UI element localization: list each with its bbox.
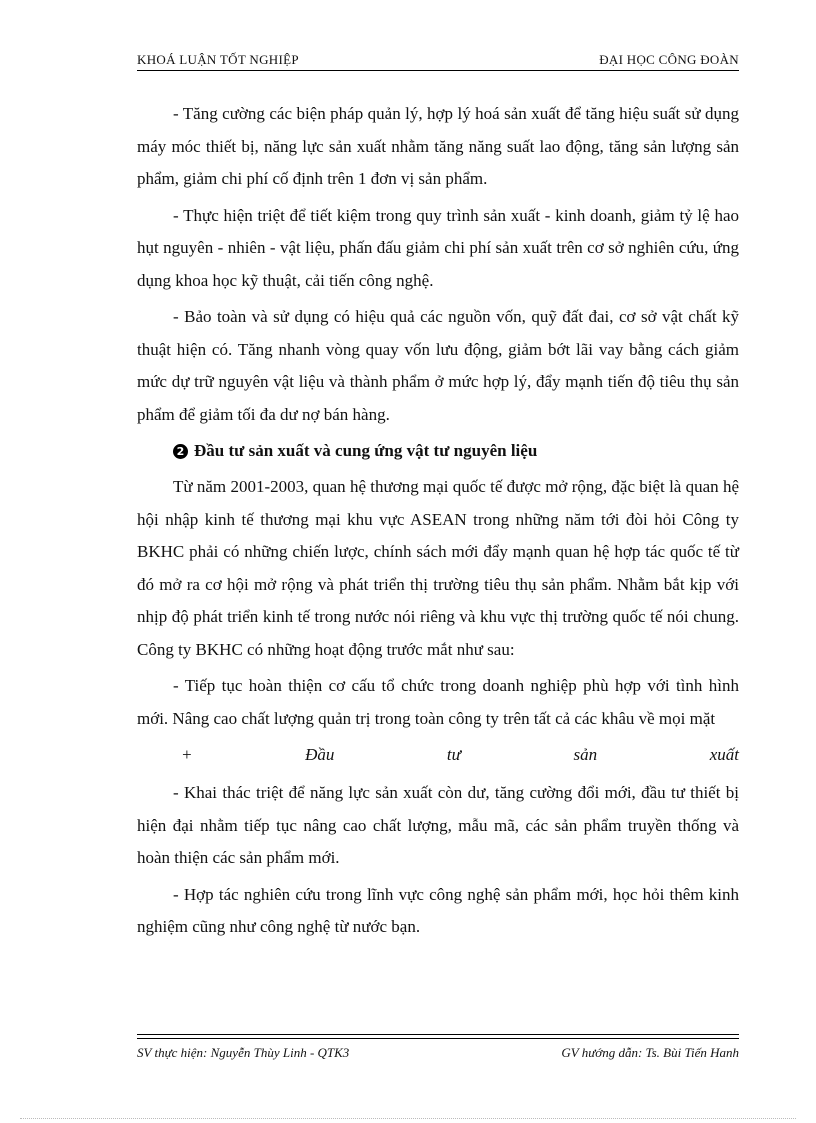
paragraph-3: - Bảo toàn và sử dụng có hiệu quả các nguồn vốn, quỹ đất đai, cơ sở vật chất kỹ thuật hiện có. Tăng nhanh vòng quay vốn lưu động, giảm bớt lãi vay bằng cách giảm mức dự trữ nguyên vật liệu và thành phẩm ở mức hợp lý, đẩy mạnh tiến độ tiêu thụ sản phẩm để giảm tối đa dư nợ bán hàng. (137, 307, 739, 424)
subheading-word: + (181, 745, 193, 764)
subheading-investment (137, 739, 739, 771)
paragraph-4: Từ năm 2001-2003, quan hệ thương mại quốc tế được mở rộng, đặc biệt là quan hệ hội nhập kinh tế thương mại khu vực ASEAN trong những năm tới đòi hỏi Công ty BKHC phải có những chiến lược, chính sách mới đẩy mạnh quan hệ hợp tác quốc tế từ đó mở ra cơ hội mở rộng và phát triển thị trường tiêu thụ sản phẩm. Nhằm bắt kịp với nhịp độ phát triển kinh tế trong nước nói riêng và khu vực thị trường quốc tế nói chung. Công ty BKHC có những hoạt động trước mắt như sau: (137, 477, 739, 659)
paragraph-6: - Khai thác triệt để năng lực sản xuất còn dư, tăng cường đổi mới, đầu tư thiết bị hiện đại nhằm tiếp tục nâng cao chất lượng, mẫu mã, các sản phẩm truyền thống và hoàn thiện các sản phẩm mới. (137, 783, 739, 867)
header-left-text: KHOÁ LUẬN TỐT NGHIỆP (137, 52, 299, 67)
footer-rule-top (137, 1034, 739, 1035)
subheading-word: tư (446, 745, 461, 764)
footer-rule-bottom (137, 1038, 739, 1039)
subheading-word: Đầu (305, 745, 335, 764)
numbered-circle-icon: 2 (173, 444, 188, 459)
subheading-word: sản (573, 745, 598, 764)
paragraph-2: - Thực hiện triệt để tiết kiệm trong quy trình sản xuất - kinh doanh, giảm tỷ lệ hao hụt nguyên - nhiên - vật liệu, phấn đấu giảm chi phí sản xuất trên cơ sở nghiên cứu, ứng dụng khoa học kỹ thuật, cải tiến công nghệ. (137, 205, 739, 290)
header-rule (137, 70, 739, 71)
header-right-text: ĐẠI HỌC CÔNG ĐOÀN (599, 52, 739, 67)
paragraph-5: - Tiếp tục hoàn thiện cơ cấu tổ chức trong doanh nghiệp phù hợp với tình hình mới. Nâng cao chất lượng quản trị trong toàn công ty trên tất cả các khâu về mọi mặt (137, 676, 739, 728)
page-header (137, 50, 739, 70)
paragraph-7: - Hợp tác nghiên cứu trong lĩnh vực công nghệ sản phẩm mới, học hỏi thêm kinh nghiệm cũng như công nghệ từ nước bạn. (137, 884, 739, 936)
section-heading (137, 435, 739, 467)
footer-student: SV thực hiện: Nguyễn Thùy Linh - QTK3 (137, 1045, 350, 1060)
page-edge-dotted-line (20, 1118, 796, 1119)
footer-advisor: GV hướng dẫn: Ts. Bùi Tiến Hanh (561, 1045, 739, 1060)
page-body (137, 98, 739, 948)
paragraph-1: - Tăng cường các biện pháp quản lý, hợp lý hoá sản xuất để tăng hiệu suất sử dụng máy móc thiết bị, năng lực sản xuất nhằm tăng năng suất lao động, tăng sản lượng sản phẩm, giảm chi phí cố định trên 1 đơn vị sản phẩm. (137, 104, 739, 188)
subheading-word: xuất (709, 745, 739, 764)
section-title: Đầu tư sản xuất và cung ứng vật tư nguyên liệu (194, 441, 538, 460)
